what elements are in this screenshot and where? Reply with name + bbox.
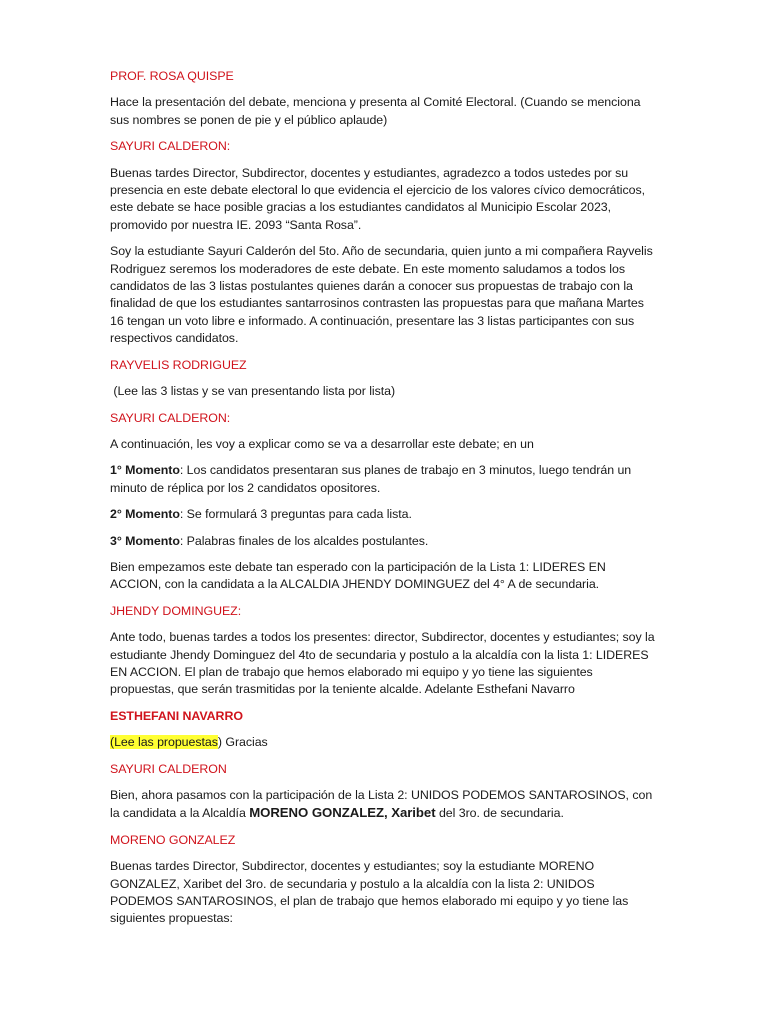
paragraph-moreno: Buenas tardes Director, Subdirector, docentes y estudiantes; soy la estudiante MORENO GONZALEZ, Xaribet del 3ro. de secundaria y postulo a la alcaldía con la lista 2: UNIDOS PODEMOS SANTAROSINOS, el plan de trabajo que hemos elaborado mi equipo y yo tiene las siguientes propuestas:	[110, 859, 629, 926]
moment-3-text: : Palabras finales de los alcaldes postulantes.	[179, 533, 429, 548]
speaker-rosa-quispe: PROF. ROSA QUISPE	[110, 69, 234, 83]
moment-2	[110, 506, 658, 523]
speaker-sayuri-calderon-3: SAYURI CALDERON	[110, 761, 227, 776]
paragraph-jhendy: Ante todo, buenas tardes a todos los presentes: director, Subdirector, docentes y estudiantes; soy la estudiante Jhendy Dominguez del 4to de secundaria y postulo a la alcaldía con la lista 1: LIDERES EN ACCION. El plan de trabajo que hemos elaborado mi equipo y yo tiene las siguientes propuestas, que serán trasmitidas por la teniente alcalde. Adelante Esthefani Navarro	[110, 630, 655, 697]
speaker-moreno-gonzalez: MORENO GONZALEZ	[110, 832, 236, 847]
moment-3	[110, 533, 658, 550]
paragraph-welcome: Buenas tardes Director, Subdirector, docentes y estudiantes, agradezco a todos ustedes por su presencia en este debate electoral lo que evidencia el ejercicio de los valores cívico democráticos, este debate se hace posible gracias a los estudiantes candidatos al Municipio Escolar 2023, promovido por nuestra IE. 2093 “Santa Rosa”.	[110, 165, 645, 232]
paragraph-list-2	[110, 787, 658, 823]
highlighted-text: (Lee las propuestas	[110, 735, 218, 750]
paragraph-explain: A continuación, les voy a explicar como se va a desarrollar este debate; en un	[110, 436, 534, 451]
paragraph-intro: Hace la presentación del debate, menciona y presenta al Comité Electoral. (Cuando se menciona sus nombres se ponen de pie y el público aplaude)	[110, 95, 641, 127]
paragraph-moderators: Soy la estudiante Sayuri Calderón del 5to. Año de secundaria, quien junto a mi compañera Rayvelis Rodriguez seremos los moderadores de este debate. En este momento saludamos a todos los candidatos de las 3 listas postulantes quienes darán a conocer sus propuestas de trabajo con la finalidad de que los estudiantes santarrosinos contrasten las propuestas para que mañana Martes 16 tengan un voto libre e informado. A continuación, presentare las 3 listas participantes con sus respectivos candidatos.	[110, 244, 653, 346]
paragraph-read-lists: (Lee las 3 listas y se van presentando lista por lista)	[110, 384, 396, 399]
moment-1	[110, 462, 658, 497]
speaker-esthefani-navarro: ESTHEFANI NAVARRO	[110, 708, 243, 723]
paragraph-list-1: Bien empezamos este debate tan esperado con la participación de la Lista 1: LIDERES EN ACCION, con la candidata a la ALCALDIA JHENDY DOMINGUEZ del 4° A de secundaria.	[110, 559, 606, 592]
paragraph-read-proposals	[110, 734, 658, 751]
speaker-rayvelis-rodriguez: RAYVELIS RODRIGUEZ	[110, 357, 247, 372]
moment-3-label: 3° Momento	[110, 533, 180, 548]
thanks-text: ) Gracias	[217, 735, 268, 750]
candidate-name-bold: MORENO GONZALEZ, Xaribet	[249, 805, 436, 821]
speaker-sayuri-calderon-1: SAYURI CALDERON:	[110, 139, 231, 154]
speaker-sayuri-calderon-2: SAYURI CALDERON:	[110, 410, 231, 425]
moment-2-label: 2° Momento	[110, 507, 180, 522]
list-2-text-end: del 3ro. de secundaria.	[435, 806, 564, 821]
speaker-jhendy-dominguez: JHENDY DOMINGUEZ:	[110, 603, 242, 618]
moment-2-text: : Se formulará 3 preguntas para cada lista.	[179, 507, 412, 522]
document-body	[110, 68, 658, 937]
moment-1-text: : Los candidatos presentaran sus planes de trabajo en 3 minutos, luego tendrán un minuto de réplica por los 2 candidatos opositores.	[110, 463, 632, 495]
moment-1-label: 1° Momento	[110, 463, 180, 478]
list-2-text-start: Bien, ahora pasamos con la participación de la Lista 2: UNIDOS PODEMOS SANTAROSINOS, con la candidata a la Alcaldía	[110, 788, 653, 821]
